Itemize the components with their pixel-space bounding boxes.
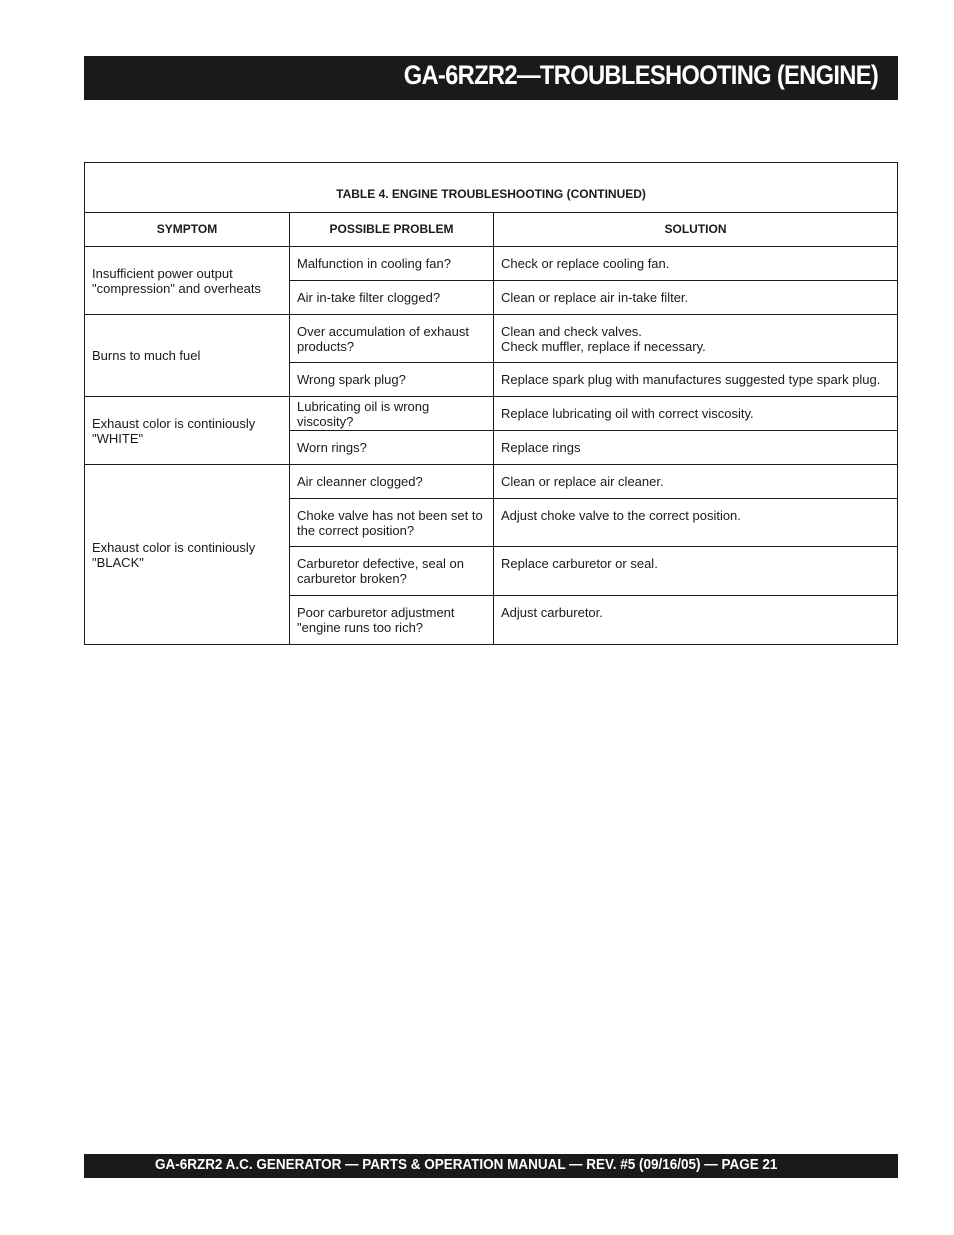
solution-cell [494, 547, 898, 596]
solution-cell [494, 281, 898, 315]
problem-cell [290, 247, 494, 281]
problem-text: Carburetor defective, seal on carburetor broken? [297, 556, 464, 586]
problem-text: Air cleanner clogged? [297, 474, 423, 489]
problem-text: Over accumulation of exhaust products? [297, 323, 469, 354]
footer-bar [84, 1154, 898, 1178]
column-header-possible-problem: POSSIBLE PROBLEM [290, 213, 494, 247]
header-bar [84, 56, 898, 100]
table-header-row [85, 213, 898, 247]
column-header-solution: SOLUTION [494, 213, 898, 247]
problem-text: Choke valve has not been set to the correct position? [297, 508, 483, 538]
solution-text: Replace carburetor or seal. [501, 556, 658, 571]
problem-cell [290, 547, 494, 596]
solution-text: Replace rings [501, 440, 581, 455]
problem-cell [290, 315, 494, 363]
problem-cell [290, 363, 494, 397]
problem-text: Malfunction in cooling fan? [297, 256, 451, 271]
solution-cell [494, 363, 898, 397]
solution-text: Adjust choke valve to the correct position. [501, 508, 741, 523]
problem-cell [290, 499, 494, 547]
problem-cell [290, 397, 494, 431]
footer-text: GA-6RZR2 A.C. GENERATOR — PARTS & OPERATION MANUAL — REV. #5 (09/16/05) — PAGE 21 [155, 1157, 778, 1173]
problem-text: Wrong spark plug? [297, 372, 406, 387]
symptom-cell [85, 465, 290, 645]
problem-text: Poor carburetor adjustment "engine runs too rich? [297, 605, 455, 635]
problem-cell [290, 281, 494, 315]
table-caption-row [85, 163, 898, 213]
page-title: GA-6RZR2—TROUBLESHOOTING (ENGINE) [403, 60, 878, 90]
problem-text: Lubricating oil is wrong viscosity? [297, 398, 430, 429]
solution-text: Check or replace cooling fan. [501, 256, 670, 271]
symptom-cell [85, 397, 290, 465]
solution-cell [494, 596, 898, 645]
problem-text: Worn rings? [297, 440, 367, 455]
symptom-text: Exhaust color is continiously "BLACK" [92, 539, 256, 570]
table-row [85, 397, 898, 431]
solution-cell [494, 465, 898, 499]
symptom-text: Insufficient power output "compression" and overheats [92, 265, 261, 296]
symptom-cell [85, 247, 290, 315]
column-header-symptom: SYMPTOM [85, 213, 290, 247]
solution-text: Clean or replace air cleaner. [501, 474, 664, 489]
solution-text: Adjust carburetor. [501, 605, 603, 620]
table-row [85, 465, 898, 499]
troubleshooting-table [84, 162, 898, 645]
table-row [85, 315, 898, 363]
problem-cell [290, 465, 494, 499]
symptom-text: Exhaust color is continiously "WHITE" [92, 415, 256, 446]
solution-cell [494, 397, 898, 431]
symptom-text: Burns to much fuel [92, 348, 201, 363]
problem-cell [290, 596, 494, 645]
solution-text: Clean or replace air in-take filter. [501, 290, 689, 305]
table-row [85, 247, 898, 281]
solution-text: Replace lubricating oil with correct viscosity. [501, 406, 754, 421]
solution-text: Clean and check valves. Check muffler, replace if necessary. [501, 323, 706, 354]
solution-text: Replace spark plug with manufactures suggested type spark plug. [501, 372, 881, 387]
solution-cell [494, 499, 898, 547]
symptom-cell [85, 315, 290, 397]
problem-text: Air in-take filter clogged? [297, 290, 441, 305]
solution-cell [494, 247, 898, 281]
table-caption: TABLE 4. ENGINE TROUBLESHOOTING (CONTINUED) [85, 163, 898, 213]
problem-cell [290, 431, 494, 465]
solution-cell [494, 431, 898, 465]
solution-cell [494, 315, 898, 363]
